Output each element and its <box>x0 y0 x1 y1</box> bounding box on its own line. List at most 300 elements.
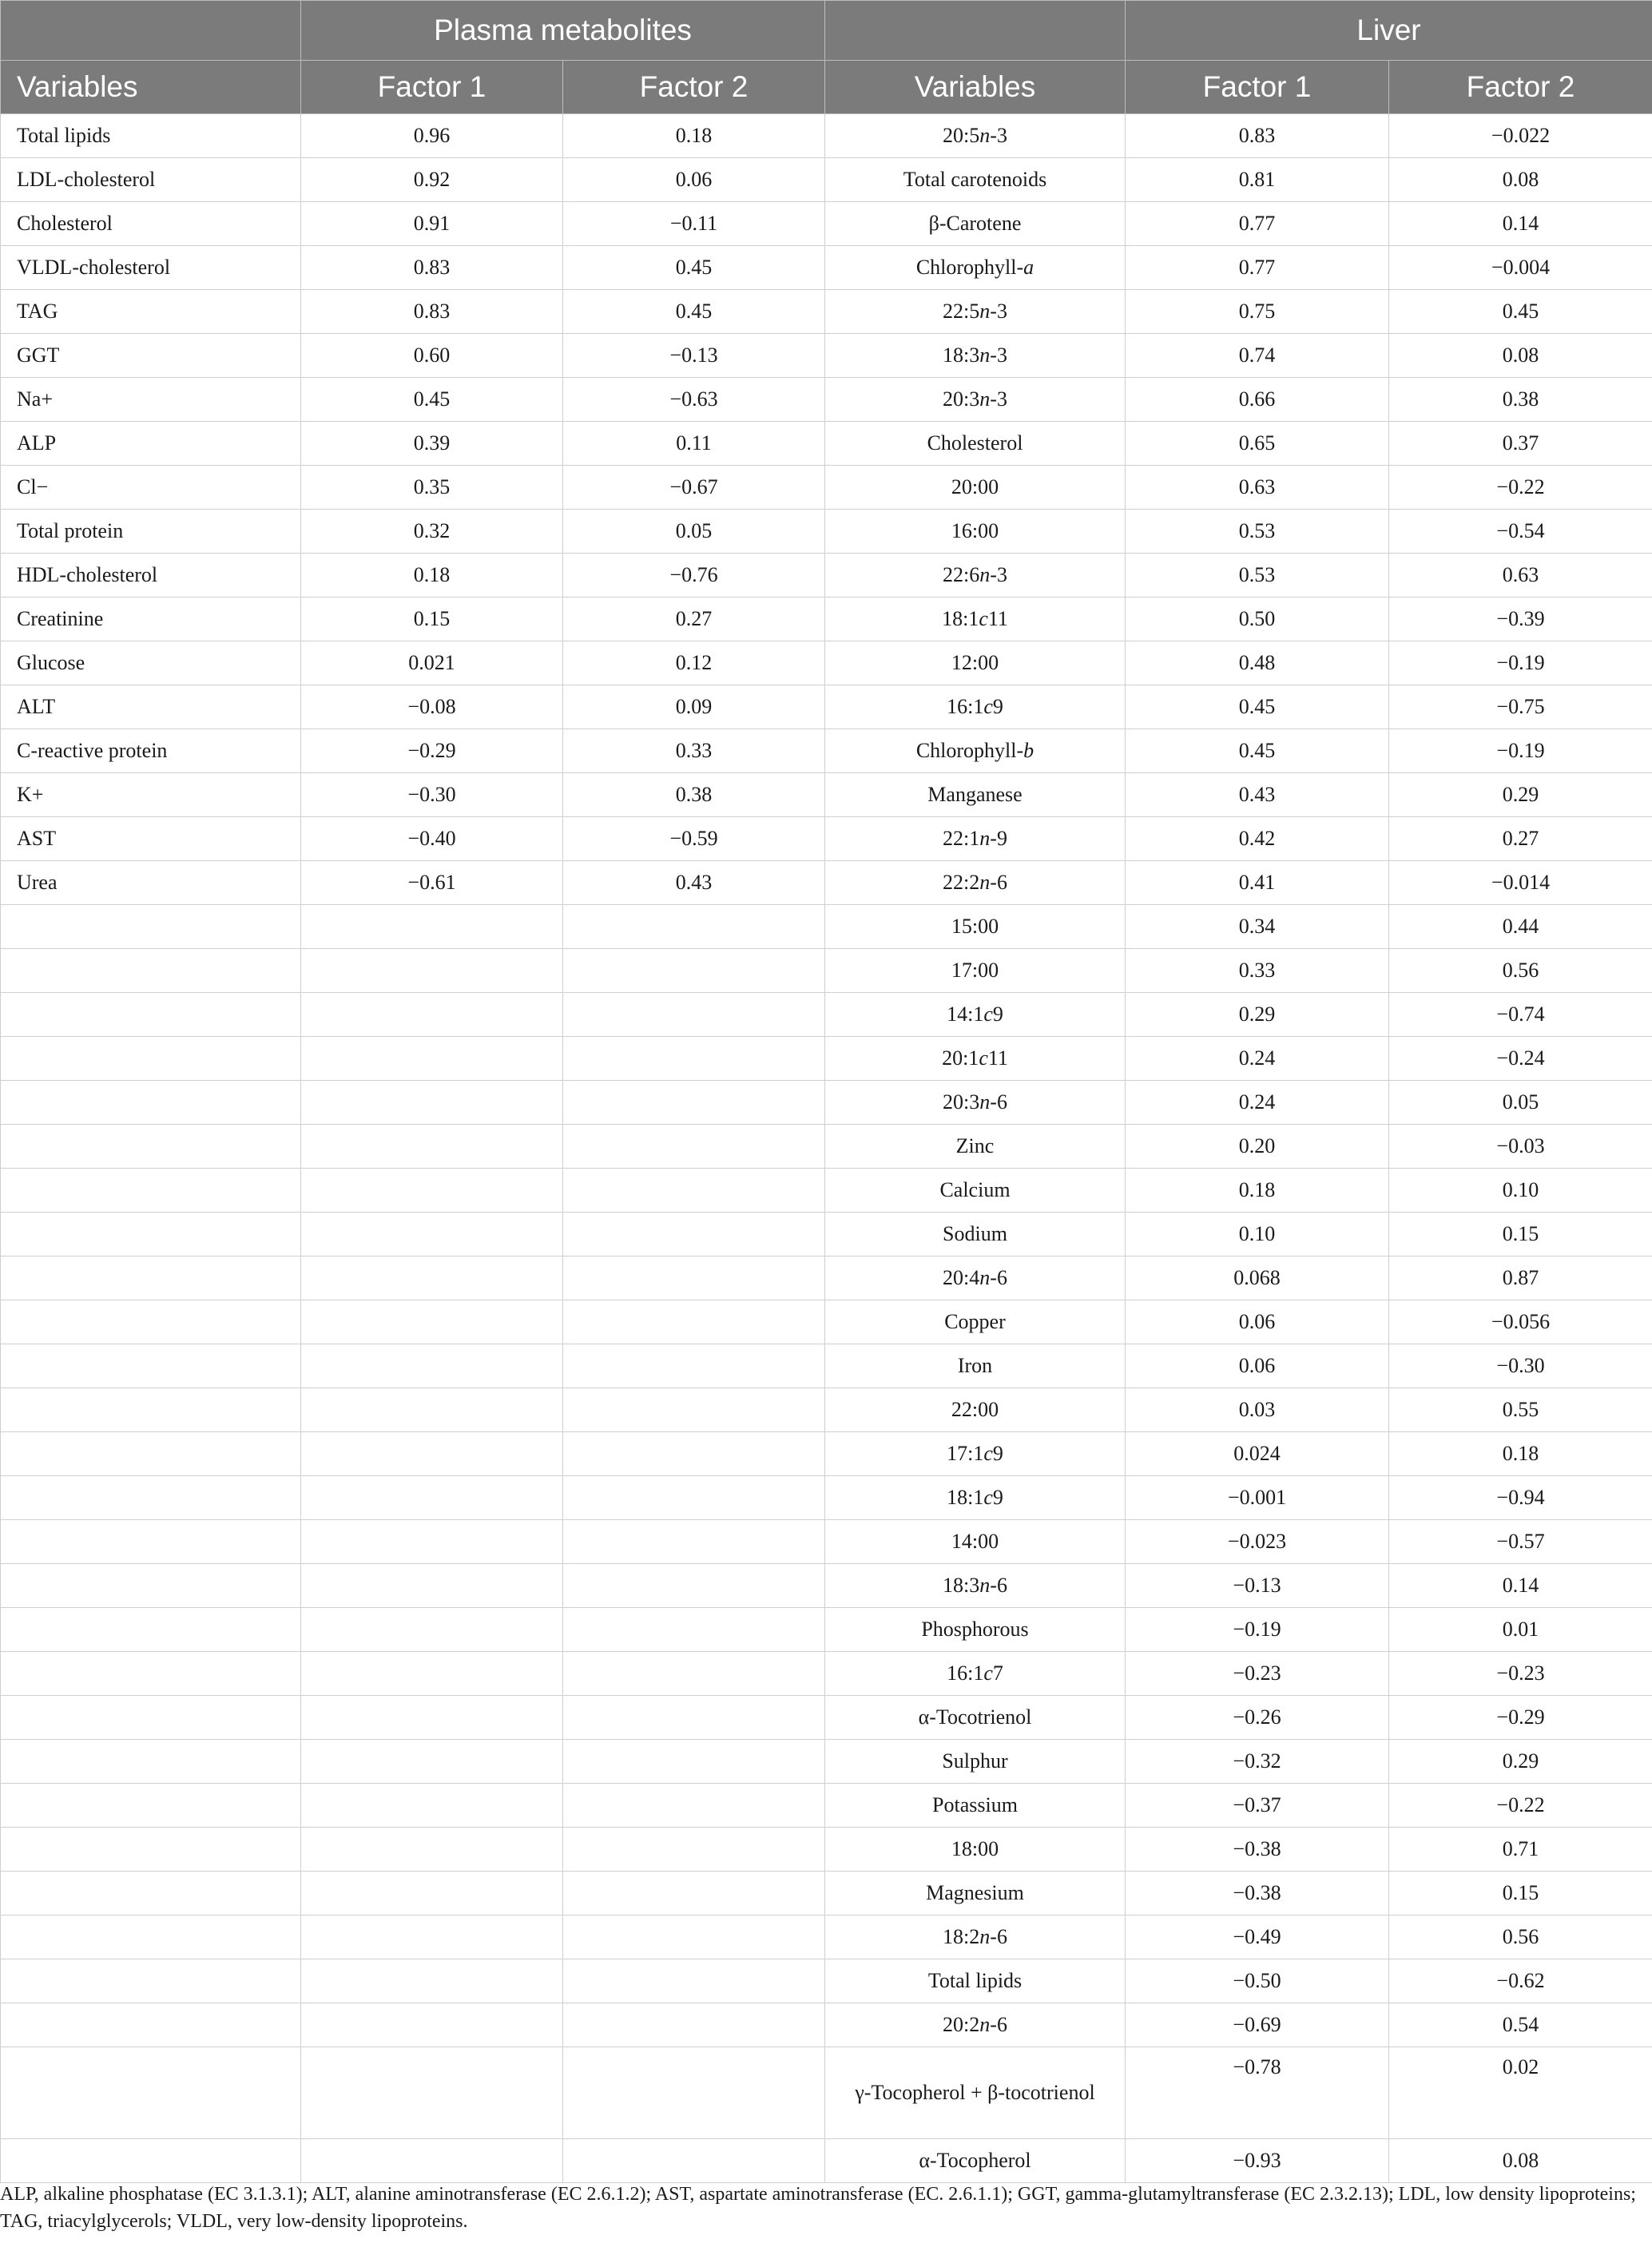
plasma-factor2-cell: −0.76 <box>563 554 825 597</box>
plasma-factor1-cell: 0.60 <box>301 334 563 378</box>
liver-factor2-cell: 0.01 <box>1389 1608 1652 1652</box>
liver-factor1-cell: 0.74 <box>1126 334 1389 378</box>
liver-factor1-cell: −0.78 <box>1126 2047 1389 2139</box>
plasma-factor2-cell <box>563 1213 825 1256</box>
liver-factor2-cell: 0.56 <box>1389 949 1652 993</box>
liver-variable-cell: α-Tocopherol <box>825 2139 1126 2183</box>
plasma-factor1-cell <box>301 2003 563 2047</box>
plasma-factor1-cell <box>301 1652 563 1696</box>
plasma-factor1-cell <box>301 1037 563 1081</box>
plasma-factor2-cell <box>563 1432 825 1476</box>
liver-factor1-cell: 0.33 <box>1126 949 1389 993</box>
table-row <box>1 1388 1652 1432</box>
liver-variable-cell: α-Tocotrienol <box>825 1696 1126 1740</box>
plasma-variable-cell: GGT <box>1 334 301 378</box>
liver-factor1-cell: 0.18 <box>1126 1169 1389 1213</box>
table-row <box>1 2139 1652 2183</box>
plasma-factor1-cell: 0.021 <box>301 641 563 685</box>
liver-variable-cell: 22:2n-6 <box>825 861 1126 905</box>
plasma-variables-header: Variables <box>1 61 301 114</box>
liver-variable-cell: Sulphur <box>825 1740 1126 1784</box>
plasma-variable-cell <box>1 2139 301 2183</box>
table-row <box>1 2003 1652 2047</box>
plasma-factor2-cell <box>563 1081 825 1125</box>
plasma-variable-cell <box>1 1520 301 1564</box>
table-row <box>1 817 1652 861</box>
plasma-variable-cell <box>1 1432 301 1476</box>
liver-factor2-cell: 0.08 <box>1389 2139 1652 2183</box>
liver-factor2-cell: −0.23 <box>1389 1652 1652 1696</box>
plasma-factor2-cell <box>563 1696 825 1740</box>
plasma-factor1-cell <box>301 2047 563 2139</box>
plasma-factor1-cell <box>301 1081 563 1125</box>
liver-factor2-cell: −0.22 <box>1389 1784 1652 1828</box>
table-row <box>1 773 1652 817</box>
liver-variable-cell: 16:1c7 <box>825 1652 1126 1696</box>
plasma-factor2-cell: −0.59 <box>563 817 825 861</box>
table-row <box>1 1344 1652 1388</box>
liver-variable-cell: Iron <box>825 1344 1126 1388</box>
liver-factor2-cell: −0.24 <box>1389 1037 1652 1081</box>
plasma-factor1-cell <box>301 1300 563 1344</box>
plasma-factor1-cell <box>301 1388 563 1432</box>
plasma-variable-cell <box>1 1872 301 1916</box>
plasma-variable-cell: Total protein <box>1 510 301 554</box>
table-body <box>1 114 1652 2183</box>
plasma-factor2-cell: 0.05 <box>563 510 825 554</box>
liver-factor1-cell: 0.41 <box>1126 861 1389 905</box>
liver-factor1-cell: −0.001 <box>1126 1476 1389 1520</box>
plasma-factor2-cell: 0.06 <box>563 158 825 202</box>
plasma-factor1-cell <box>301 1696 563 1740</box>
plasma-factor2-cell <box>563 1784 825 1828</box>
plasma-factor1-cell: 0.96 <box>301 114 563 158</box>
liver-variable-cell: 20:5n-3 <box>825 114 1126 158</box>
plasma-variable-cell <box>1 1696 301 1740</box>
liver-factor1-cell: 0.45 <box>1126 685 1389 729</box>
plasma-variable-cell <box>1 1081 301 1125</box>
table-row <box>1 1916 1652 1959</box>
plasma-factor1-cell <box>301 1740 563 1784</box>
liver-variable-cell: 14:1c9 <box>825 993 1126 1037</box>
column-header-row <box>1 61 1652 114</box>
liver-factor1-cell: 0.45 <box>1126 729 1389 773</box>
liver-factor2-cell: −0.29 <box>1389 1696 1652 1740</box>
liver-factor1-cell: 0.42 <box>1126 817 1389 861</box>
liver-factor1-cell: 0.068 <box>1126 1256 1389 1300</box>
liver-variable-cell: Magnesium <box>825 1872 1126 1916</box>
plasma-variable-cell <box>1 1564 301 1608</box>
plasma-factor1-cell: 0.91 <box>301 202 563 246</box>
plasma-variable-cell: Cholesterol <box>1 202 301 246</box>
liver-variable-cell: Calcium <box>825 1169 1126 1213</box>
empty-header-cell <box>825 1 1126 61</box>
table-row <box>1 597 1652 641</box>
liver-factor1-cell: 0.10 <box>1126 1213 1389 1256</box>
table-row <box>1 949 1652 993</box>
liver-variable-cell: Cholesterol <box>825 422 1126 466</box>
plasma-variable-cell <box>1 1388 301 1432</box>
table-row <box>1 1564 1652 1608</box>
plasma-factor1-cell <box>301 905 563 949</box>
plasma-factor2-cell: −0.63 <box>563 378 825 422</box>
plasma-factor1-cell: 0.83 <box>301 246 563 290</box>
plasma-factor2-cell <box>563 1959 825 2003</box>
plasma-factor2-cell: 0.11 <box>563 422 825 466</box>
plasma-variable-cell <box>1 1037 301 1081</box>
liver-variable-cell: 17:1c9 <box>825 1432 1126 1476</box>
plasma-factor2-cell: 0.45 <box>563 246 825 290</box>
plasma-factor1-cell: −0.40 <box>301 817 563 861</box>
liver-variable-cell: γ-Tocopherol + β-tocotrienol <box>825 2047 1126 2139</box>
liver-variable-cell: Chlorophyll-b <box>825 729 1126 773</box>
liver-factor1-cell: 0.75 <box>1126 290 1389 334</box>
liver-factor1-cell: −0.93 <box>1126 2139 1389 2183</box>
liver-factor1-cell: 0.48 <box>1126 641 1389 685</box>
plasma-factor2-cell <box>563 1564 825 1608</box>
plasma-factor1-cell <box>301 1564 563 1608</box>
liver-factor1-cell: 0.20 <box>1126 1125 1389 1169</box>
liver-variables-header: Variables <box>825 61 1126 114</box>
empty-header-cell <box>1 1 301 61</box>
plasma-factor1-cell: −0.30 <box>301 773 563 817</box>
plasma-factor1-cell <box>301 1213 563 1256</box>
plasma-factor2-cell <box>563 1388 825 1432</box>
plasma-factor2-cell: 0.38 <box>563 773 825 817</box>
plasma-variable-cell <box>1 1169 301 1213</box>
plasma-factor2-cell <box>563 1608 825 1652</box>
plasma-variable-cell: C-reactive protein <box>1 729 301 773</box>
liver-variable-cell: 16:1c9 <box>825 685 1126 729</box>
liver-variable-cell: Total carotenoids <box>825 158 1126 202</box>
liver-factor2-cell: −0.39 <box>1389 597 1652 641</box>
liver-factor1-cell: −0.49 <box>1126 1916 1389 1959</box>
plasma-factor1-cell: 0.18 <box>301 554 563 597</box>
liver-variable-cell: 20:00 <box>825 466 1126 510</box>
liver-factor1-cell: −0.50 <box>1126 1959 1389 2003</box>
plasma-factor1-cell <box>301 1520 563 1564</box>
liver-factor2-cell: 0.08 <box>1389 334 1652 378</box>
plasma-factor1-cell <box>301 2139 563 2183</box>
table-row <box>1 1784 1652 1828</box>
table-row <box>1 1959 1652 2003</box>
table-row <box>1 422 1652 466</box>
table-row <box>1 554 1652 597</box>
plasma-factor1-header: Factor 1 <box>301 61 563 114</box>
plasma-factor1-cell <box>301 1256 563 1300</box>
liver-variable-cell: 18:1c11 <box>825 597 1126 641</box>
plasma-factor2-cell <box>563 1344 825 1388</box>
plasma-factor2-cell <box>563 993 825 1037</box>
liver-factor2-cell: 0.14 <box>1389 202 1652 246</box>
liver-factor1-cell: −0.023 <box>1126 1520 1389 1564</box>
plasma-factor2-cell <box>563 1169 825 1213</box>
plasma-factor1-cell <box>301 1959 563 2003</box>
plasma-variable-cell: Na+ <box>1 378 301 422</box>
table-row <box>1 729 1652 773</box>
plasma-factor1-cell <box>301 1872 563 1916</box>
table-row <box>1 1125 1652 1169</box>
liver-factor2-cell: −0.004 <box>1389 246 1652 290</box>
liver-factor1-cell: 0.77 <box>1126 202 1389 246</box>
liver-variable-cell: 18:00 <box>825 1828 1126 1872</box>
plasma-factor1-cell <box>301 1784 563 1828</box>
liver-factor2-cell: −0.056 <box>1389 1300 1652 1344</box>
liver-factor2-cell: 0.05 <box>1389 1081 1652 1125</box>
plasma-variable-cell <box>1 1959 301 2003</box>
table-row <box>1 1652 1652 1696</box>
table-footnote: ALP, alkaline phosphatase (EC 3.1.3.1); ALT, alanine aminotransferase (EC 2.6.1.2); AST, aspartate aminotransferase (EC. 2.6.1.1); GGT, gamma-glutamyltransferase (EC 2.3.2.13); LDL, low density lipoproteins; TAG, triacylglycerols; VLDL, very low-density lipoproteins. <box>0 2184 1636 2232</box>
table-row <box>1 905 1652 949</box>
table-row <box>1 202 1652 246</box>
liver-factor2-cell: −0.19 <box>1389 641 1652 685</box>
liver-factor1-cell: 0.83 <box>1126 114 1389 158</box>
plasma-variable-cell <box>1 1652 301 1696</box>
plasma-factor2-cell <box>563 905 825 949</box>
plasma-factor2-cell <box>563 2047 825 2139</box>
table-row <box>1 246 1652 290</box>
plasma-factor2-cell <box>563 1872 825 1916</box>
liver-variable-cell: β-Carotene <box>825 202 1126 246</box>
table-row <box>1 290 1652 334</box>
liver-factor1-cell: 0.77 <box>1126 246 1389 290</box>
liver-factor2-cell: −0.54 <box>1389 510 1652 554</box>
plasma-variable-cell <box>1 905 301 949</box>
liver-variable-cell: 14:00 <box>825 1520 1126 1564</box>
table-row <box>1 1740 1652 1784</box>
liver-variable-cell: Manganese <box>825 773 1126 817</box>
liver-factor2-cell: 0.29 <box>1389 1740 1652 1784</box>
liver-factor2-header: Factor 2 <box>1389 61 1652 114</box>
liver-factor2-cell: 0.18 <box>1389 1432 1652 1476</box>
plasma-variable-cell <box>1 1213 301 1256</box>
plasma-variable-cell <box>1 1608 301 1652</box>
liver-factor1-cell: 0.50 <box>1126 597 1389 641</box>
plasma-factor2-cell: −0.13 <box>563 334 825 378</box>
table-row <box>1 334 1652 378</box>
liver-factor2-cell: 0.44 <box>1389 905 1652 949</box>
liver-factor2-cell: 0.37 <box>1389 422 1652 466</box>
liver-factor1-cell: 0.024 <box>1126 1432 1389 1476</box>
liver-variable-cell: 18:3n-3 <box>825 334 1126 378</box>
plasma-factor2-cell: 0.45 <box>563 290 825 334</box>
plasma-factor2-cell <box>563 1916 825 1959</box>
plasma-factor2-cell <box>563 1125 825 1169</box>
liver-factor2-cell: 0.55 <box>1389 1388 1652 1432</box>
liver-factor1-cell: 0.03 <box>1126 1388 1389 1432</box>
table-row <box>1 1037 1652 1081</box>
table-header <box>1 1 1652 114</box>
plasma-variable-cell <box>1 1476 301 1520</box>
liver-variable-cell: 22:6n-3 <box>825 554 1126 597</box>
liver-variable-cell: 20:1c11 <box>825 1037 1126 1081</box>
plasma-factor2-cell <box>563 1256 825 1300</box>
plasma-factor2-cell: 0.12 <box>563 641 825 685</box>
liver-variable-cell: Phosphorous <box>825 1608 1126 1652</box>
plasma-factor1-cell: 0.15 <box>301 597 563 641</box>
plasma-variable-cell: K+ <box>1 773 301 817</box>
liver-variable-cell: 20:3n-3 <box>825 378 1126 422</box>
liver-factor1-cell: 0.06 <box>1126 1344 1389 1388</box>
plasma-factor2-cell <box>563 2139 825 2183</box>
plasma-variable-cell: VLDL-cholesterol <box>1 246 301 290</box>
liver-group-header: Liver <box>1126 1 1652 61</box>
liver-variable-cell: 17:00 <box>825 949 1126 993</box>
plasma-factor1-cell <box>301 993 563 1037</box>
liver-factor2-cell: 0.14 <box>1389 1564 1652 1608</box>
table-row <box>1 641 1652 685</box>
plasma-variable-cell <box>1 1828 301 1872</box>
liver-variable-cell: Copper <box>825 1300 1126 1344</box>
liver-factor1-cell: 0.53 <box>1126 510 1389 554</box>
plasma-factor1-cell: 0.83 <box>301 290 563 334</box>
liver-factor1-cell: 0.65 <box>1126 422 1389 466</box>
table-row <box>1 1872 1652 1916</box>
liver-variable-cell: 16:00 <box>825 510 1126 554</box>
plasma-factor2-cell <box>563 1652 825 1696</box>
plasma-variable-cell: ALT <box>1 685 301 729</box>
liver-variable-cell: Sodium <box>825 1213 1126 1256</box>
liver-variable-cell: Potassium <box>825 1784 1126 1828</box>
liver-factor2-cell: −0.30 <box>1389 1344 1652 1388</box>
liver-factor2-cell: −0.03 <box>1389 1125 1652 1169</box>
liver-variable-cell: 12:00 <box>825 641 1126 685</box>
plasma-factor1-cell <box>301 1125 563 1169</box>
liver-factor2-cell: 0.15 <box>1389 1872 1652 1916</box>
liver-factor2-cell: 0.08 <box>1389 158 1652 202</box>
plasma-factor2-cell <box>563 949 825 993</box>
liver-factor2-cell: −0.022 <box>1389 114 1652 158</box>
plasma-variable-cell <box>1 1784 301 1828</box>
table-row <box>1 114 1652 158</box>
liver-variable-cell: 22:5n-3 <box>825 290 1126 334</box>
liver-factor2-cell: 0.71 <box>1389 1828 1652 1872</box>
plasma-factor1-cell <box>301 1432 563 1476</box>
plasma-variable-cell: Cl− <box>1 466 301 510</box>
plasma-factor2-cell <box>563 1476 825 1520</box>
plasma-factor2-cell: −0.11 <box>563 202 825 246</box>
plasma-factor1-cell <box>301 1608 563 1652</box>
plasma-factor1-cell: 0.32 <box>301 510 563 554</box>
table-row <box>1 1256 1652 1300</box>
liver-factor1-cell: 0.43 <box>1126 773 1389 817</box>
plasma-factor1-cell: 0.45 <box>301 378 563 422</box>
liver-factor2-cell: 0.56 <box>1389 1916 1652 1959</box>
plasma-factor2-cell <box>563 1740 825 1784</box>
liver-variable-cell: 20:4n-6 <box>825 1256 1126 1300</box>
plasma-factor2-cell: 0.09 <box>563 685 825 729</box>
liver-factor2-cell: 0.63 <box>1389 554 1652 597</box>
plasma-factor1-cell: 0.92 <box>301 158 563 202</box>
plasma-factor2-cell <box>563 1037 825 1081</box>
liver-factor2-cell: 0.27 <box>1389 817 1652 861</box>
plasma-variable-cell <box>1 993 301 1037</box>
plasma-factor1-cell <box>301 949 563 993</box>
liver-variable-cell: 20:3n-6 <box>825 1081 1126 1125</box>
table-row <box>1 685 1652 729</box>
table-row <box>1 510 1652 554</box>
table-row <box>1 861 1652 905</box>
liver-factor2-cell: −0.62 <box>1389 1959 1652 2003</box>
liver-factor1-cell: −0.13 <box>1126 1564 1389 1608</box>
plasma-variable-cell: AST <box>1 817 301 861</box>
table-row <box>1 1300 1652 1344</box>
liver-factor1-cell: −0.38 <box>1126 1872 1389 1916</box>
plasma-variable-cell <box>1 2047 301 2139</box>
liver-variable-cell: Zinc <box>825 1125 1126 1169</box>
plasma-factor1-cell: −0.29 <box>301 729 563 773</box>
plasma-factor1-cell: −0.08 <box>301 685 563 729</box>
plasma-variable-cell <box>1 1125 301 1169</box>
liver-factor1-cell: −0.23 <box>1126 1652 1389 1696</box>
plasma-factor2-cell: −0.67 <box>563 466 825 510</box>
table-row <box>1 466 1652 510</box>
liver-factor2-cell: −0.014 <box>1389 861 1652 905</box>
liver-variable-cell: Chlorophyll-a <box>825 246 1126 290</box>
liver-variable-cell: 20:2n-6 <box>825 2003 1126 2047</box>
liver-factor2-cell: −0.94 <box>1389 1476 1652 1520</box>
liver-factor2-cell: 0.38 <box>1389 378 1652 422</box>
plasma-factor1-cell <box>301 1828 563 1872</box>
table-row <box>1 1169 1652 1213</box>
liver-factor2-cell: 0.45 <box>1389 290 1652 334</box>
liver-factor1-cell: 0.34 <box>1126 905 1389 949</box>
table-row <box>1 378 1652 422</box>
liver-factor1-cell: 0.24 <box>1126 1081 1389 1125</box>
liver-factor1-cell: −0.32 <box>1126 1740 1389 1784</box>
liver-factor1-cell: 0.66 <box>1126 378 1389 422</box>
plasma-factor2-cell: 0.18 <box>563 114 825 158</box>
plasma-variable-cell <box>1 1740 301 1784</box>
plasma-factor2-cell: 0.33 <box>563 729 825 773</box>
plasma-factor1-cell: 0.39 <box>301 422 563 466</box>
liver-factor1-cell: 0.53 <box>1126 554 1389 597</box>
liver-factor2-cell: 0.29 <box>1389 773 1652 817</box>
plasma-variable-cell: Creatinine <box>1 597 301 641</box>
liver-factor1-cell: −0.19 <box>1126 1608 1389 1652</box>
plasma-factor1-cell: 0.35 <box>301 466 563 510</box>
plasma-variable-cell: HDL-cholesterol <box>1 554 301 597</box>
liver-factor1-cell: 0.29 <box>1126 993 1389 1037</box>
plasma-variable-cell: Total lipids <box>1 114 301 158</box>
liver-factor1-cell: 0.63 <box>1126 466 1389 510</box>
table-row <box>1 158 1652 202</box>
plasma-variable-cell <box>1 1344 301 1388</box>
liver-variable-cell: 22:1n-9 <box>825 817 1126 861</box>
liver-factor2-cell: 0.54 <box>1389 2003 1652 2047</box>
table-row <box>1 1476 1652 1520</box>
liver-factor2-cell: 0.15 <box>1389 1213 1652 1256</box>
table-row <box>1 1520 1652 1564</box>
plasma-factor2-cell <box>563 1300 825 1344</box>
table-row <box>1 1213 1652 1256</box>
plasma-variable-cell <box>1 1916 301 1959</box>
plasma-variable-cell: Urea <box>1 861 301 905</box>
plasma-factor1-cell <box>301 1916 563 1959</box>
liver-variable-cell: 15:00 <box>825 905 1126 949</box>
liver-factor2-cell: −0.19 <box>1389 729 1652 773</box>
plasma-factor1-cell <box>301 1476 563 1520</box>
liver-variable-cell: 18:2n-6 <box>825 1916 1126 1959</box>
liver-factor1-header: Factor 1 <box>1126 61 1389 114</box>
plasma-factor2-cell: 0.43 <box>563 861 825 905</box>
liver-factor2-cell: 0.02 <box>1389 2047 1652 2139</box>
liver-factor1-cell: −0.26 <box>1126 1696 1389 1740</box>
plasma-variable-cell <box>1 2003 301 2047</box>
liver-factor1-cell: 0.24 <box>1126 1037 1389 1081</box>
liver-factor1-cell: −0.69 <box>1126 2003 1389 2047</box>
table-row <box>1 993 1652 1037</box>
